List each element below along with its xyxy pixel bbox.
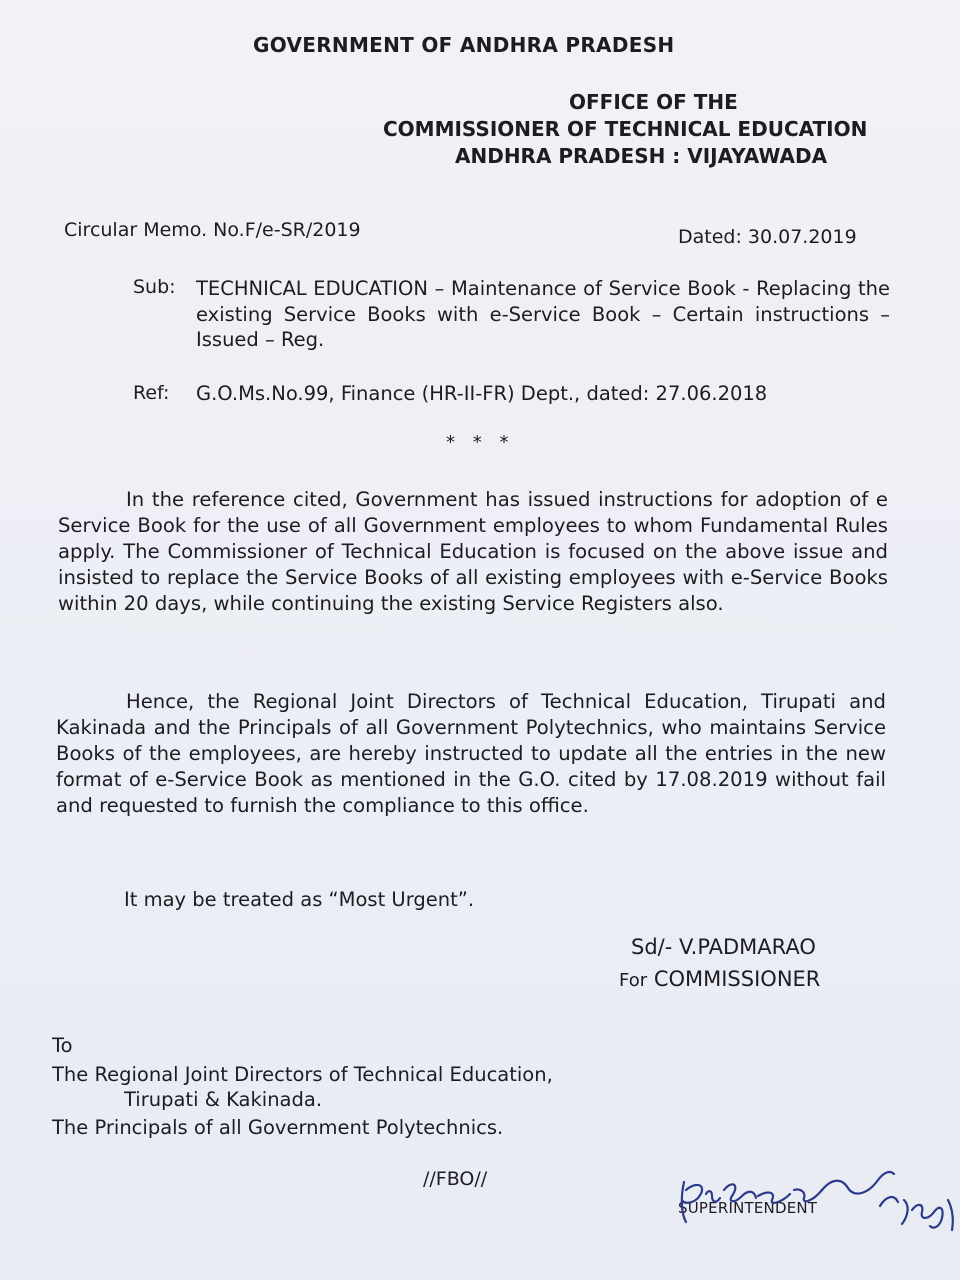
office-line-3: ANDHRA PRADESH : VIJAYAWADA [455, 144, 828, 168]
government-title: GOVERNMENT OF ANDHRA PRADESH [253, 33, 675, 57]
separator-stars: * * * [446, 432, 515, 453]
handwritten-signature [672, 1160, 960, 1240]
office-line-1: OFFICE OF THE [569, 90, 738, 114]
body-paragraph-1: In the reference cited, Government has issued instructions for adoption of e Service Book for the use of all Government employees to whom Fundamental Rules apply. The Commissioner of Technical Education is focused on the above issue and insisted to replace the Service Books of all existing employees with e-Service Books within 20 days, while continuing the existing Service Registers also. [58, 488, 888, 615]
addressee-line-1: The Regional Joint Directors of Technical Education, [52, 1063, 553, 1086]
memo-date: Dated: 30.07.2019 [678, 226, 857, 248]
urgent-note: It may be treated as “Most Urgent”. [124, 888, 475, 911]
subject-text: TECHNICAL EDUCATION – Maintenance of Service Book - Replacing the existing Service Books with e-Service Book – Certain instructions – Issued – Reg. [196, 277, 890, 351]
office-address-block [383, 89, 867, 170]
office-line-2: COMMISSIONER OF TECHNICAL EDUCATION [383, 117, 868, 141]
reference-text: G.O.Ms.No.99, Finance (HR-II-FR) Dept., dated: 27.06.2018 [196, 382, 768, 405]
fbo-marker: //FBO// [423, 1168, 488, 1190]
addressee-label: To [52, 1034, 73, 1057]
signatory-name: Sd/- V.PADMARAO [631, 935, 816, 959]
reference-label: Ref: [133, 382, 170, 404]
addressee-line-3: The Principals of all Government Polytechnics. [52, 1116, 504, 1139]
subject-label: Sub: [133, 276, 176, 298]
superintendent-stamp: SUPERINTENDENT [678, 1199, 818, 1217]
signatory-for-word: For [619, 970, 648, 991]
body-paragraph-2: Hence, the Regional Joint Directors of Technical Education, Tirupati and Kakinada and the Principals of all Government Polytechnics, who maintains Service Books of the employees, are hereby instructed to update all the entries in the new format of e-Service Book as mentioned in the G.O. cited by 17.08.2019 without fail and requested to furnish the compliance to this office. [56, 690, 886, 817]
memo-number: Circular Memo. No.F/e-SR/2019 [64, 219, 361, 241]
addressee-line-2: Tirupati & Kakinada. [124, 1088, 323, 1111]
signatory-title: COMMISSIONER [653, 967, 821, 991]
signatory-designation [619, 967, 820, 991]
